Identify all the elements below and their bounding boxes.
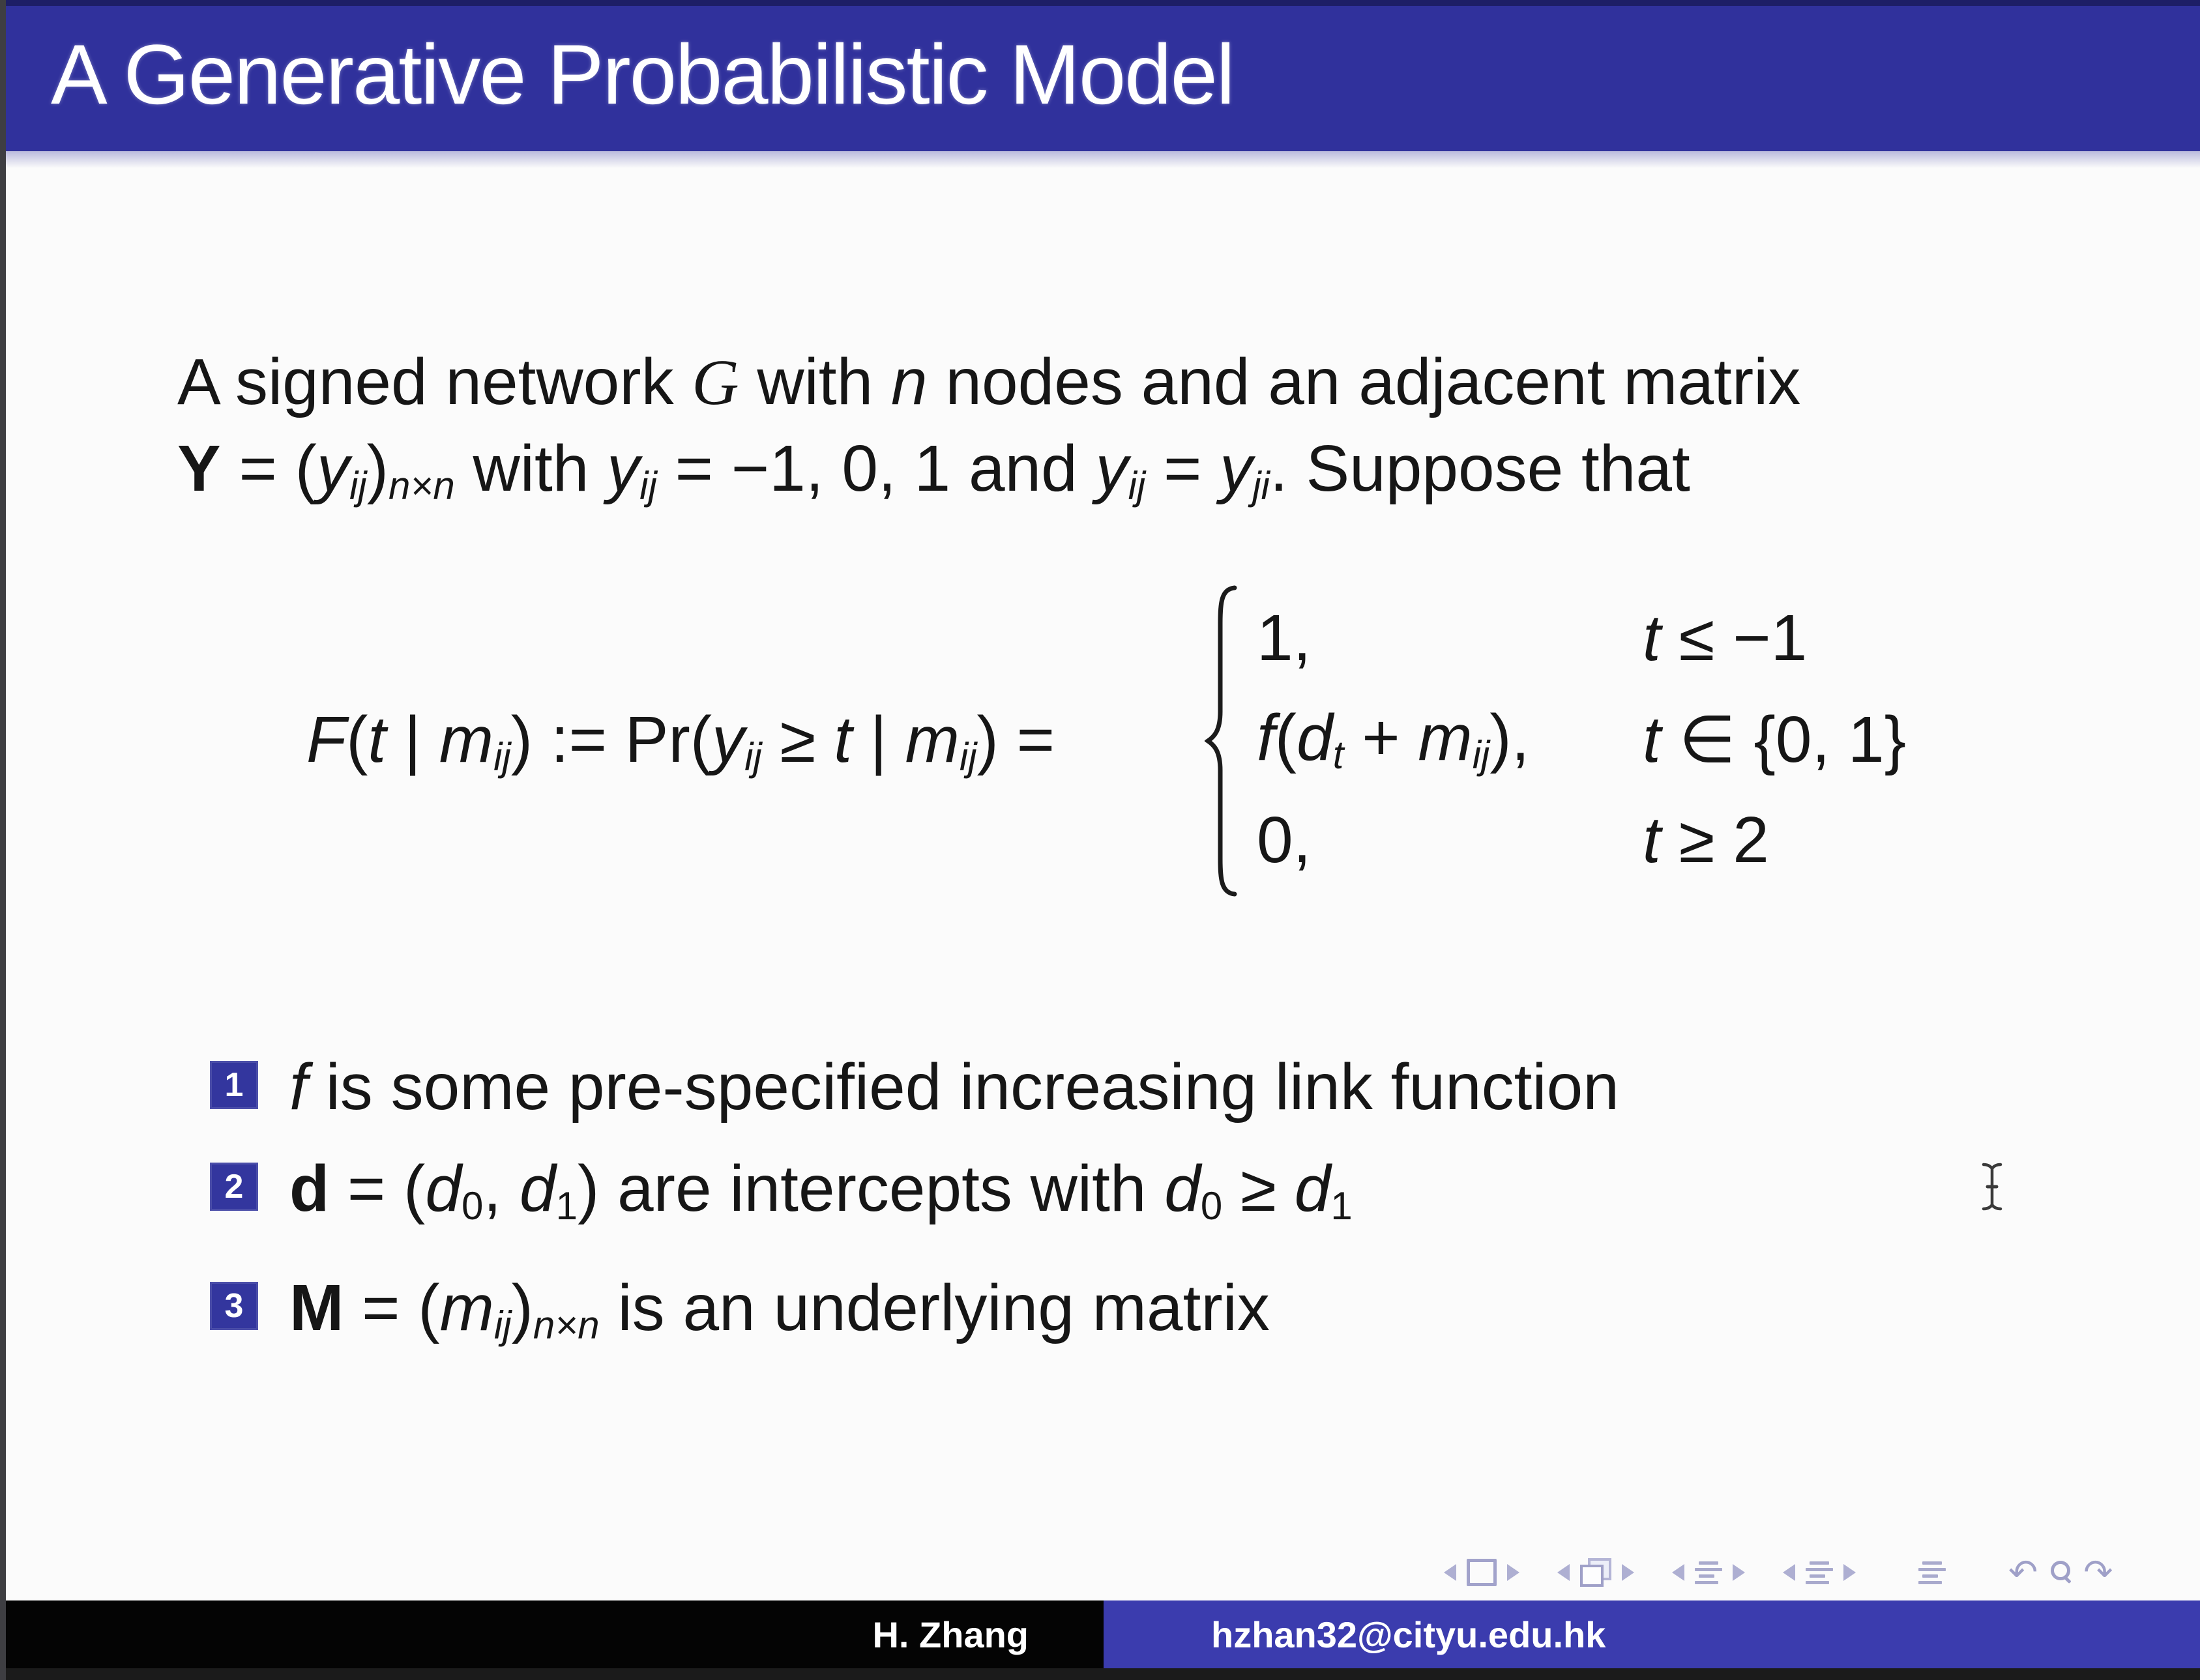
slide-title-bar <box>0 0 2200 151</box>
bottom-edge-strip <box>0 1668 2200 1680</box>
footer-bar <box>0 1600 2200 1668</box>
case-condition: t ≥ 2 <box>1643 804 1769 876</box>
item-number-badge: 2 <box>210 1163 258 1211</box>
case-condition: t ≤ −1 <box>1643 601 1808 674</box>
section-icon[interactable] <box>1695 1561 1722 1584</box>
next-section-icon[interactable] <box>1733 1564 1745 1581</box>
enumerated-list <box>210 1050 1619 1391</box>
piecewise-cases <box>1257 588 1906 891</box>
case-condition: t ∈ {0, 1} <box>1643 703 1907 776</box>
back-history-icon[interactable]: ↶ <box>2008 1552 2038 1593</box>
beamer-navigation-bar <box>1444 1554 2113 1591</box>
case-row-1 <box>1257 588 1906 689</box>
formula-lhs: F(t | mij) := Pr(yij ≥ t | mij) = <box>306 703 1055 779</box>
list-item-text: d = (d0, d1) are intercepts with d0 ≥ d1 <box>289 1152 1353 1228</box>
prev-slide-icon[interactable] <box>1444 1564 1456 1581</box>
item-number-badge: 3 <box>210 1282 258 1330</box>
footer-author: H. Zhang <box>0 1600 1104 1668</box>
case-value: 1, <box>1257 601 1312 674</box>
slide-title: A Generative Probabilistic Model <box>51 27 1234 122</box>
slide-icon[interactable] <box>1467 1559 1497 1586</box>
next-subsection-icon[interactable] <box>1843 1564 1856 1581</box>
prev-frame-icon[interactable] <box>1557 1564 1570 1581</box>
frames-icon[interactable] <box>1580 1558 1611 1587</box>
case-row-2 <box>1257 689 1906 790</box>
case-value: 0, <box>1257 804 1312 876</box>
prev-subsection-icon[interactable] <box>1783 1564 1795 1581</box>
curly-brace <box>1205 585 1245 897</box>
list-item-text: M = (mij)n×n is an underlying matrix <box>289 1271 1270 1348</box>
left-edge-strip <box>0 0 6 1680</box>
item-number-badge: 1 <box>210 1061 258 1109</box>
i-beam-cursor <box>1978 1161 2006 1212</box>
case-row-3 <box>1257 790 1906 891</box>
prev-section-icon[interactable] <box>1672 1564 1684 1581</box>
paragraph-line-1: A signed network G with n nodes and an adjacent matrix <box>177 345 1801 418</box>
footer-email: hzhan32@cityu.edu.hk <box>1104 1600 2200 1668</box>
header-top-edge <box>0 0 2200 6</box>
intro-paragraph <box>177 339 1800 529</box>
subsection-icon[interactable] <box>1806 1561 1833 1584</box>
case-value: f(dt + mij), <box>1257 701 1530 777</box>
list-item-2 <box>210 1152 1619 1243</box>
paragraph-line-2: Y = (yij)n×n with yij = −1, 0, 1 and yij = yji. Suppose that <box>177 432 1690 508</box>
next-slide-icon[interactable] <box>1507 1564 1519 1581</box>
list-item-text: f is some pre-specified increasing link function <box>289 1050 1619 1123</box>
search-icon[interactable] <box>2048 1559 2073 1586</box>
next-frame-icon[interactable] <box>1622 1564 1634 1581</box>
forward-history-icon[interactable]: ↷ <box>2083 1552 2113 1593</box>
appendix-icon[interactable] <box>1918 1561 1946 1584</box>
list-item-1 <box>210 1050 1619 1123</box>
list-item-3 <box>210 1271 1619 1362</box>
